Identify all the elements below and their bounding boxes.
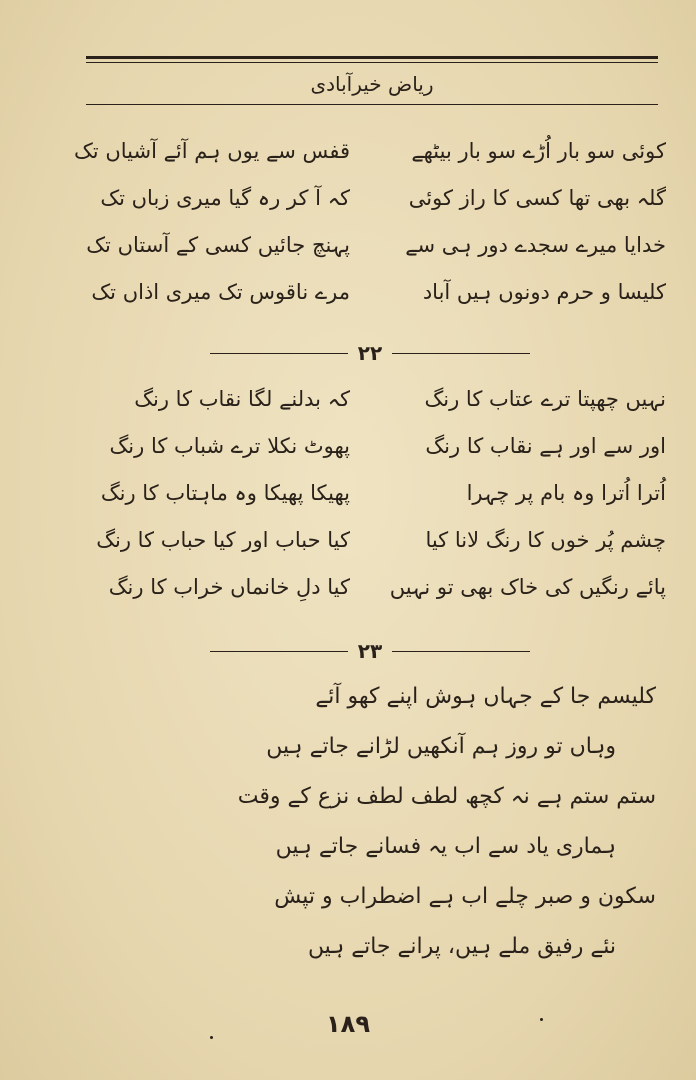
ghazal-1 [74,128,666,316]
separator-line [392,651,530,652]
misra-1: اور سے اور ہے نقاب کا رنگ [425,434,666,458]
couplet [80,175,666,222]
couplet [80,517,666,564]
separator-line [392,353,530,354]
misra-2: مرے ناقوس تک میری اذاں تک [91,280,350,304]
verse-line: ستم ستم ہے نہ کچھ لطف لطف نزع کے وقت [237,784,656,809]
ink-speck [540,1018,543,1021]
running-head: ریاض خیرآبادی [310,72,434,96]
ghazal-2 [80,376,666,611]
page-number: ۱۸۹ [326,1010,370,1038]
misra-2: پہنچ جائیں کسی کے آستاں تک [86,233,350,257]
couplet [80,222,666,269]
verse-line: وہاں تو روز ہم آنکھیں لڑانے جاتے ہیں [266,734,616,759]
verse-line: ہماری یاد سے اب یہ فسانے جاتے ہیں [275,834,616,859]
misra-2: کہ بدلنے لگا نقاب کا رنگ [134,387,350,411]
misra-2: قفس سے یوں ہم آئے آشیاں تک [74,139,350,163]
verse-line: سکون و صبر چلے اب ہے اضطراب و تپش [274,884,656,909]
couplet [80,423,666,470]
couplet [80,564,666,611]
misra-2: پھیکا پھیکا وہ ماہتاب کا رنگ [100,481,350,505]
section-number: ۲۳ [357,639,383,663]
separator-line [210,353,348,354]
misra-1: کوئی سو بار اُڑے سو بار بیٹھے [411,139,666,163]
misra-1: کلیسا و حرم دونوں ہیں آباد [422,280,666,304]
verse-line: کلیسم جا کے جہاں ہوش اپنے کھو آئے [315,684,656,709]
header-rule-bottom [86,104,658,105]
misra-2: کیا حباب اور کیا حباب کا رنگ [96,528,350,552]
header-rule-thick [86,56,658,59]
couplet [80,376,666,423]
section-number: ۲۲ [357,341,383,365]
misra-2: پھوٹ نکلا ترے شباب کا رنگ [109,434,350,458]
section-separator-23 [210,638,530,664]
separator-line [210,651,348,652]
misra-1: خدایا میرے سجدے دور ہی سے [405,233,666,257]
couplet [74,128,666,175]
ink-speck [210,1036,213,1039]
couplet [80,269,666,316]
misra-1: پائے رنگیں کی خاک بھی تو نہیں [389,575,666,599]
misra-1: نہیں چھپتا ترے عتاب کا رنگ [424,387,666,411]
verse-line: نئے رفیق ملے ہیں، پرانے جاتے ہیں [307,934,616,959]
misra-1: گلہ بھی تھا کسی کا راز کوئی [408,186,666,210]
misra-1: اُترا اُترا وہ بام پر چہرا [466,481,666,505]
misra-2: کہ آ کر رہ گیا میری زباں تک [100,186,350,210]
misra-1: چشم پُر خوں کا رنگ لانا کیا [425,528,666,552]
header-rule-thin [86,62,658,63]
couplet [80,470,666,517]
verse-block [60,672,656,972]
section-separator-22 [210,340,530,366]
misra-2: کیا دلِ خانماں خراب کا رنگ [108,575,350,599]
